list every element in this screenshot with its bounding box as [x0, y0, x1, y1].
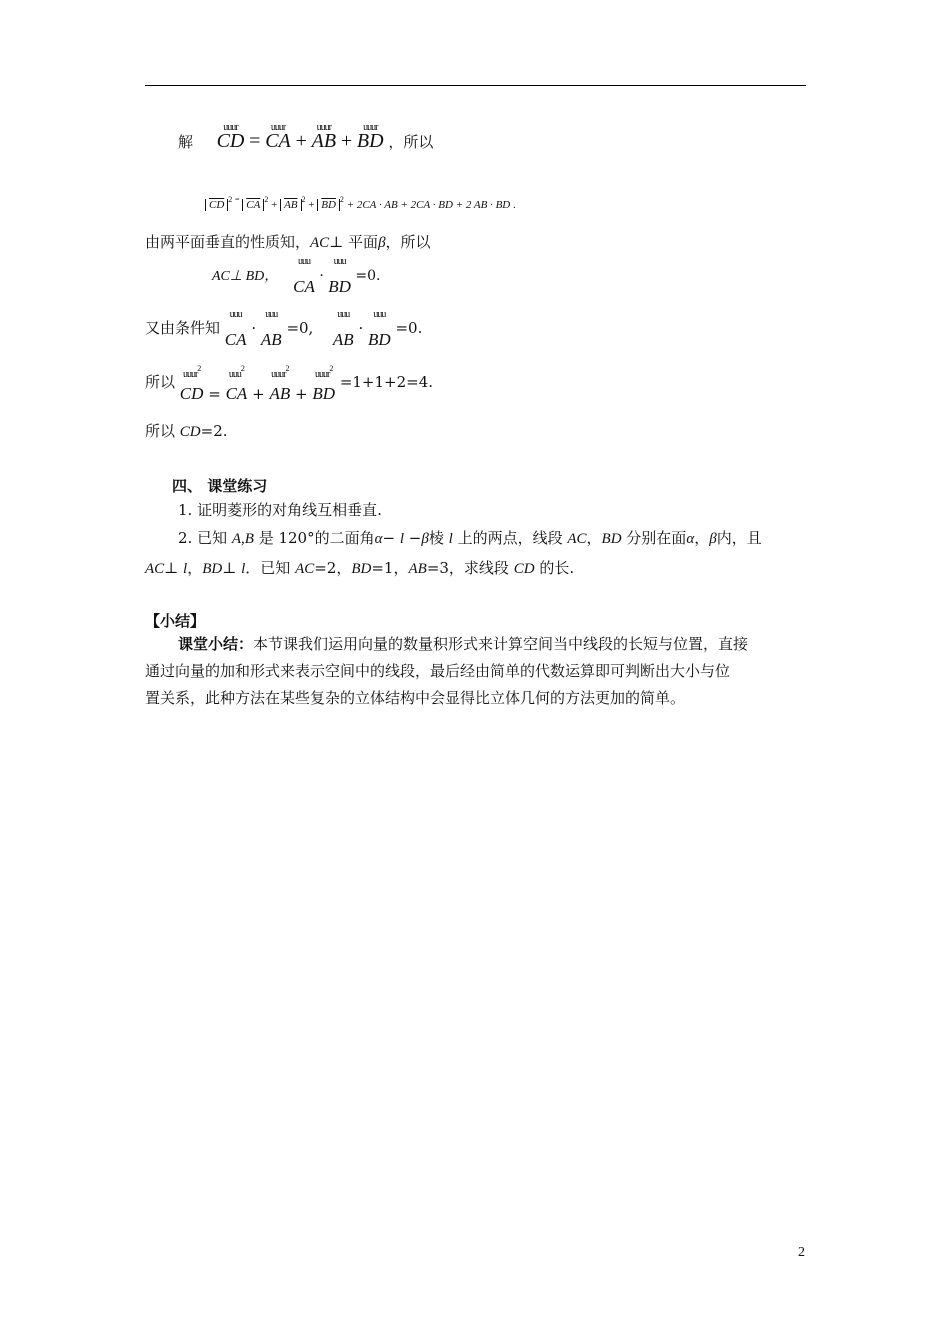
edge-l: l: [241, 561, 246, 577]
vector-ab: uuu AB: [332, 309, 354, 349]
text: ⊥: [164, 559, 184, 577]
squared-sum: [145, 364, 434, 403]
text: −: [382, 529, 400, 547]
plane-beta: β: [709, 531, 717, 547]
vector-cd-squared: uuur$^2$ CD: [179, 364, 204, 403]
points-ab: A,B: [231, 531, 254, 547]
vector-ca: uuu CA: [293, 256, 315, 296]
summary-label: 课堂小结：: [178, 635, 254, 653]
solution-equation-2: [205, 190, 516, 215]
final-result: [145, 421, 228, 442]
text: 内，且: [716, 529, 762, 547]
text: −: [404, 529, 422, 547]
abs-ab: $\overline{AB}$: [280, 199, 301, 211]
segment-bd: BD: [351, 561, 372, 577]
square-exponent: 2: [228, 195, 233, 204]
square-exponent: 2: [301, 195, 306, 204]
exercise-1: [178, 500, 382, 520]
summary-line-3: [145, 688, 685, 708]
header-rule: [145, 85, 806, 86]
plane-beta: β: [378, 235, 386, 251]
section-title-text: 四、 课堂练习: [172, 477, 268, 495]
segment-ac: AC: [295, 561, 315, 577]
page-number: 2: [798, 1245, 805, 1260]
summary-text: 本节课我们运用向量的数量积形式来计算空间当中线段的长短与位置，直接: [253, 635, 749, 653]
text: 是 120: [253, 529, 308, 547]
summary-line-1: [178, 634, 748, 654]
summary-line-2: [145, 661, 730, 681]
period: .: [512, 199, 516, 211]
section-title: [172, 476, 267, 496]
abs-cd: $\overline{CD}$: [205, 199, 228, 211]
segment-bd: BD: [202, 561, 223, 577]
segment-ac: AC: [145, 561, 165, 577]
segment-ac: AC: [567, 531, 587, 547]
plus-sign: +: [271, 199, 278, 211]
square-exponent: 2: [339, 195, 344, 204]
numeric-result: =1+1+2=4.: [339, 373, 434, 391]
dot-operator: ·: [319, 268, 324, 284]
text: ⊥: [222, 559, 242, 577]
plane-alpha: α: [686, 531, 695, 547]
text: 上的两点，线段: [452, 529, 568, 547]
text: ，: [586, 529, 602, 547]
cross-term-ab-bd: + 2 AB · BD: [455, 199, 511, 211]
perp-plane-text: ⊥ 平面: [329, 233, 379, 251]
perpendicular-statement: [145, 232, 431, 253]
abs-bd: $\overline{BD}$: [317, 199, 340, 211]
edge-l: l: [399, 531, 405, 547]
vector-bd: uuur BD: [356, 122, 384, 152]
plus-sign: +: [308, 199, 315, 211]
cross-term-ca-ab: + 2CA · AB: [346, 199, 398, 211]
segment-cd: CD: [179, 424, 201, 440]
text: ．已知: [245, 559, 296, 577]
square-exponent: 2: [264, 195, 269, 204]
vector-bd-squared: uuur$^2$ BD: [312, 364, 336, 403]
vector-bd: uuu BD: [368, 309, 391, 349]
edge-l: l: [448, 531, 453, 547]
result-value: =2.: [200, 422, 228, 440]
summary-text: 通过向量的加和形式来表示空间中的线段，最后经由简单的代数运算即可判断出大小与位: [145, 662, 731, 680]
exercise-1-text: 1. 证明菱形的对角线互相垂直.: [178, 501, 382, 519]
text: =1，: [371, 559, 409, 577]
exercise-2-line-2: [145, 558, 574, 579]
text: 分别在面: [621, 529, 687, 547]
vector-ab: uuur AB: [311, 122, 337, 152]
vector-bd: uuu BD: [328, 256, 351, 296]
statement-tail: ，所以: [385, 233, 431, 251]
text: 2. 已知: [178, 529, 232, 547]
text: ，: [187, 559, 203, 577]
equation-tail: ，所以: [388, 133, 434, 151]
equals-zero: =0.: [355, 268, 381, 284]
statement-text: 由两平面垂直的性质知，: [145, 233, 311, 251]
therefore-text: 所以: [145, 422, 180, 440]
summary-heading: [145, 611, 205, 631]
ac-perp-bd: AC⊥ BD，: [212, 269, 279, 284]
plus-sign: +: [252, 385, 265, 403]
equals-zero: =0.: [395, 319, 423, 337]
text: ，: [694, 529, 710, 547]
condition-text: 又由条件知: [145, 319, 221, 337]
cross-term-ca-bd: + 2CA · BD: [400, 199, 453, 211]
segment-ab: AB: [408, 561, 427, 577]
vector-ab-squared: uuur$^2$ AB: [269, 364, 291, 403]
plane-beta: β: [421, 531, 429, 547]
solution-equation-1: [178, 122, 434, 152]
segment-cd: CD: [513, 561, 535, 577]
text: =3，求线段: [426, 559, 514, 577]
dot-operator: ·: [358, 319, 364, 337]
text: 棱: [428, 529, 449, 547]
therefore-text: 所以: [145, 373, 176, 391]
vector-ca-squared: uuu$^2$ CA: [225, 364, 248, 403]
plus-sign: +: [295, 130, 307, 152]
summary-text: 置关系，此种方法在某些复杂的立体结构中会显得比立体几何的方法更加的简单。: [145, 689, 686, 707]
text: 的二面角: [314, 529, 375, 547]
plus-sign: +: [295, 385, 308, 403]
dot-operator: ·: [251, 319, 257, 337]
text: 的长.: [534, 559, 575, 577]
abs-ca: $\overline{CA}$: [242, 199, 264, 211]
solution-label: 解: [178, 133, 194, 151]
text: =2，: [314, 559, 352, 577]
equals-sign: =: [249, 130, 261, 152]
equals-sign: =: [235, 195, 240, 204]
vector-ca: uuu CA: [224, 309, 247, 349]
plane-alpha: α: [374, 531, 383, 547]
summary-heading-text: 【小结】: [145, 612, 206, 630]
vector-cd: uuur CD: [216, 122, 245, 152]
edge-l: l: [183, 561, 188, 577]
degree-symbol: °: [307, 529, 315, 547]
segment-ac: AC: [310, 235, 330, 251]
vector-ab: uuu AB: [260, 309, 282, 349]
exercise-2-line-1: [178, 528, 762, 549]
dot-product-ca-bd: [212, 256, 381, 296]
plus-sign: +: [340, 130, 353, 152]
given-conditions: [145, 309, 423, 349]
segment-bd: BD: [601, 531, 622, 547]
equals-zero: =0,: [286, 319, 314, 337]
equals-sign: =: [208, 385, 221, 403]
vector-ca: uuur CA: [265, 122, 291, 152]
